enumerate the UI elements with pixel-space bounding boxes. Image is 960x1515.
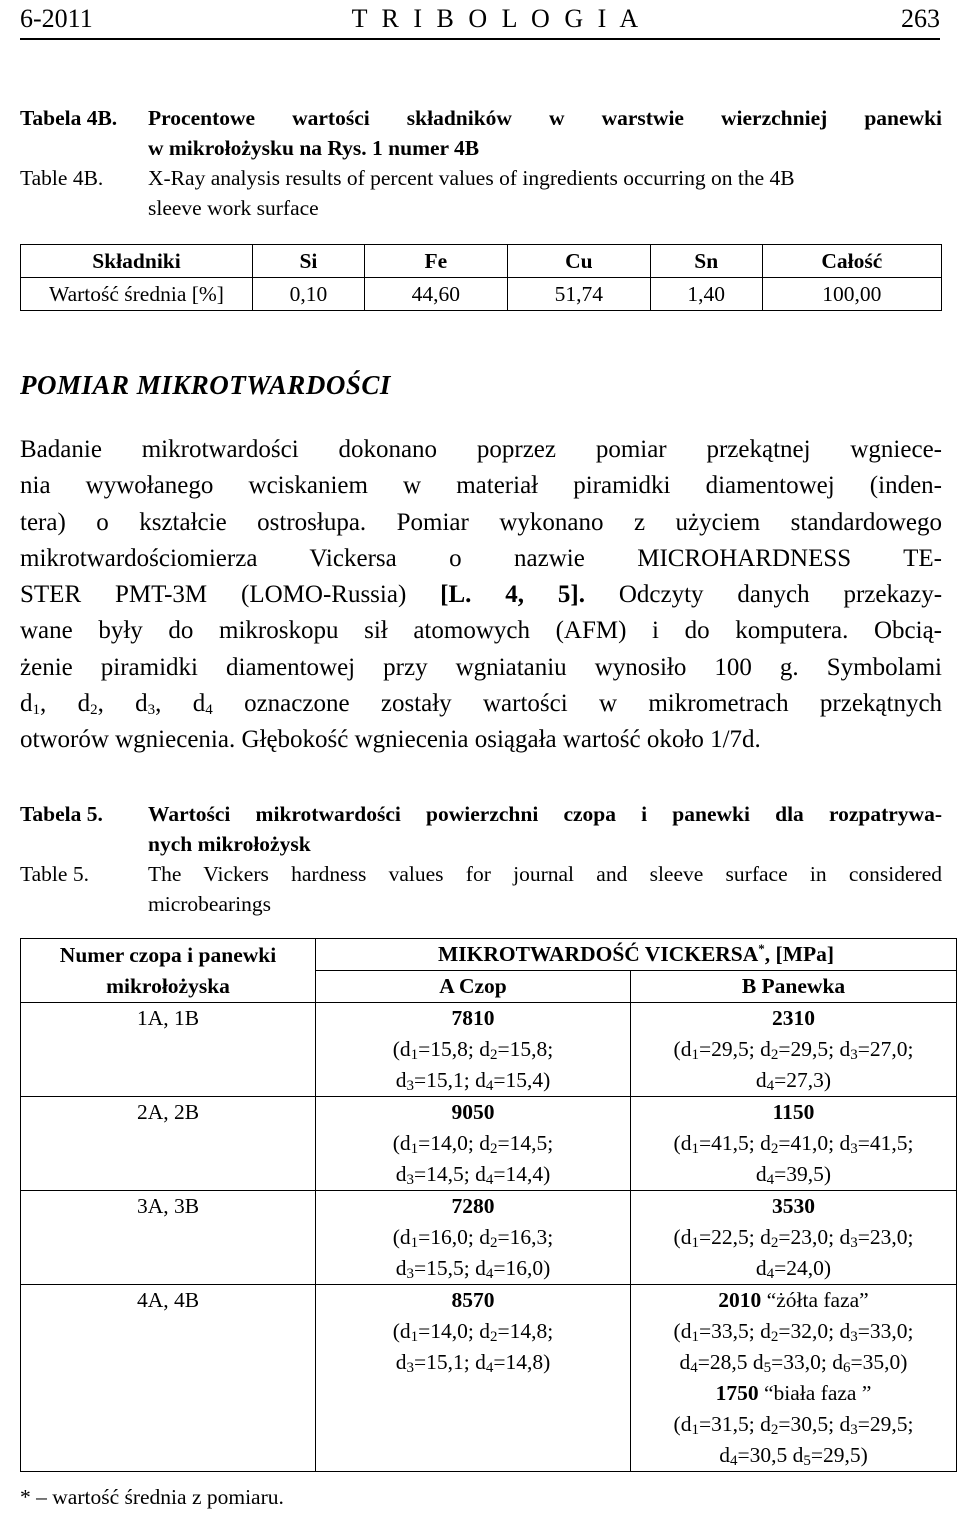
table5-title-pl-2: nych mikrołożysk — [148, 832, 311, 856]
table4b-data-row — [21, 278, 942, 311]
reference-citation: [L. 4, 5]. — [440, 581, 585, 609]
phase-label: “żółta faza” — [766, 1288, 869, 1312]
paragraph-fragment: STER PMT-3M (LOMO-Russia) — [20, 581, 407, 609]
panewka-cell: 2310 ($d_1=29,5$; $d_2=29,5$; $d_3=27,0$; $d_4=27,3$) — [631, 1003, 957, 1097]
table5-row — [21, 1003, 957, 1097]
table5-label-en: Table 5. — [20, 862, 89, 886]
page-number: 263 — [900, 4, 940, 33]
hardness-value: 2310 — [772, 1006, 815, 1030]
hardness-value: 9050 — [451, 1100, 495, 1124]
czop-cell: 9050 ($d_1=14,0$; $d_2=14,5$; $d_3=14,5$; $d_4=14,4$) — [316, 1097, 631, 1191]
paragraph-line: wane były do mikroskopu sił atomowych (AFM) i do komputera. Obcią- — [20, 617, 942, 645]
table5-title-en-1: The Vickers hardness values for journal and sleeve surface in considered — [148, 862, 942, 886]
table4b-title-pl-1: Procentowe wartości składników w warstwie wierzchniej panewki — [148, 106, 942, 130]
table5-header-main — [316, 939, 957, 971]
table5-title-en-2: microbearings — [148, 892, 271, 916]
header-text: MIKROTWARDOŚĆ VICKERSA — [437, 942, 759, 966]
journal-title: T R I B O L O G I A — [351, 4, 643, 33]
table4b-cell: 44,60 — [364, 278, 507, 311]
hardness-value: 8570 — [451, 1288, 495, 1312]
table4b-label-en: Table 4B. — [20, 166, 104, 190]
phase-label: “biała faza ” — [763, 1381, 872, 1405]
row-id: 1A, 1B — [21, 1003, 316, 1097]
table5-row — [21, 1097, 957, 1191]
row-id: 4A, 4B — [21, 1285, 316, 1472]
czop-cell: 7810 ($d_1=15,8$; $d_2=15,8$; $d_3=15,1$; $d_4=15,4$) — [316, 1003, 631, 1097]
czop-cell: 7280 ($d_1=16,0$; $d_2=16,3$; $d_3=15,5$; $d_4=16,0$) — [316, 1191, 631, 1285]
table4b-label-pl: Tabela 4B. — [20, 106, 118, 130]
table4b-cell: Wartość średnia [%] — [21, 278, 253, 311]
row-id: 3A, 3B — [21, 1191, 316, 1285]
table5-label-pl: Tabela 5. — [20, 802, 103, 826]
table5-header-id — [21, 939, 316, 1003]
table4b — [20, 244, 942, 311]
paragraph-fragment: oznaczone zostały wartości w mikrometrach przekątnych — [244, 690, 943, 718]
hardness-value: 7280 — [451, 1194, 495, 1218]
table4b-header: Fe — [364, 245, 507, 278]
hardness-value: 1750 — [715, 1381, 759, 1405]
table5-caption — [20, 799, 942, 919]
table4b-caption — [20, 103, 942, 223]
table4b-header-row — [21, 245, 942, 278]
table4b-cell: 100,00 — [762, 278, 941, 311]
table4b-header: Si — [253, 245, 365, 278]
table5-subheader-a: A Czop — [316, 971, 631, 1003]
table4b-title-en-2: sleeve work surface — [148, 196, 319, 220]
section-heading: POMIAR MIKROTWARDOŚCI — [20, 370, 391, 400]
hardness-value: 2010 — [718, 1288, 762, 1312]
footnote-marker: * — [758, 941, 765, 956]
table4b-cell: 51,74 — [507, 278, 650, 311]
row-id: 2A, 2B — [21, 1097, 316, 1191]
table4b-header: Sn — [650, 245, 762, 278]
table5-header-row — [21, 939, 957, 971]
paragraph-line: nia wywołanego wciskaniem w materiał piramidki diamentowej (inden- — [20, 472, 942, 500]
header-unit: , [MPa] — [764, 942, 835, 966]
hardness-value: 1150 — [772, 1100, 815, 1124]
header-line: mikrołożyska — [106, 973, 230, 998]
table4b-title-pl-2: w mikrołożysku na Rys. 1 numer 4B — [148, 136, 480, 160]
table4b-header: Całość — [762, 245, 941, 278]
czop-cell: 8570 ($d_1=14,0$; $d_2=14,8$; $d_3=15,1$; $d_4=14,8$) — [316, 1285, 631, 1472]
table4b-cell: 1,40 — [650, 278, 762, 311]
paragraph-line: Badanie mikrotwardości dokonano poprzez pomiar przekątnej wgniece- — [20, 436, 942, 463]
paragraph-fragment: Odczyty danych przekazy- — [618, 581, 943, 609]
running-header — [20, 0, 940, 40]
table4b-cell: 0,10 — [253, 278, 365, 311]
paragraph-line: tera) o kształcie ostrosłupa. Pomiar wykonano z użyciem standardowego — [20, 508, 942, 536]
panewka-cell: 2010 “żółta faza” ($d_1=33,5$; $d_2=32,0$; $d_3=33,0$; $d_4=28,5$ $d_5=33,0$; $d_6=35,0$) 1750 “biała faza ” ($d_1=31,5$; $d_2=30,5$; $d_3=29,5$; $d_4=30,5$ $d_5=29,5$) — [631, 1285, 957, 1472]
table5-row — [21, 1191, 957, 1285]
issue-number: 6-2011 — [20, 4, 93, 33]
paragraph-line: otworów wgniecenia. Głębokość wgniecenia osiągała wartość około 1/7d. — [20, 726, 761, 754]
table4b-header: Składniki — [21, 245, 253, 278]
paragraph-line: $d_1$, $d_2$, $d_3$, $d_4$ oznaczone zostały wartości w mikrometrach przekątnych — [20, 690, 943, 719]
header-line: Numer czopa i panewki — [59, 942, 277, 967]
table5 — [20, 938, 957, 1472]
paragraph-line: mikrotwardościomierza Vickersa o nazwie MICROHARDNESS TE- — [20, 544, 942, 572]
footnote: * – wartość średnia z pomiaru. — [20, 1485, 284, 1509]
table5-row — [21, 1285, 957, 1472]
table4b-title-en-1: X-Ray analysis results of percent values of ingredients occurring on the 4B — [148, 166, 795, 190]
paragraph-line: żenie piramidki diamentowej przy wgniataniu wynosiło 100 g. Symbolami — [20, 653, 942, 681]
panewka-cell: 3530 ($d_1=22,5$; $d_2=23,0$; $d_3=23,0$; $d_4=24,0$) — [631, 1191, 957, 1285]
body-paragraph — [20, 432, 942, 759]
hardness-value: 3530 — [772, 1194, 815, 1218]
table5-title-pl-1: Wartości mikrotwardości powierzchni czopa i panewki dla rozpatrywa- — [148, 802, 942, 826]
paragraph-line — [20, 577, 942, 613]
table5-subheader-b: B Panewka — [631, 971, 957, 1003]
table4b-header: Cu — [507, 245, 650, 278]
hardness-value: 7810 — [451, 1006, 495, 1030]
panewka-cell: 1150 ($d_1=41,5$; $d_2=41,0$; $d_3=41,5$; $d_4=39,5$) — [631, 1097, 957, 1191]
